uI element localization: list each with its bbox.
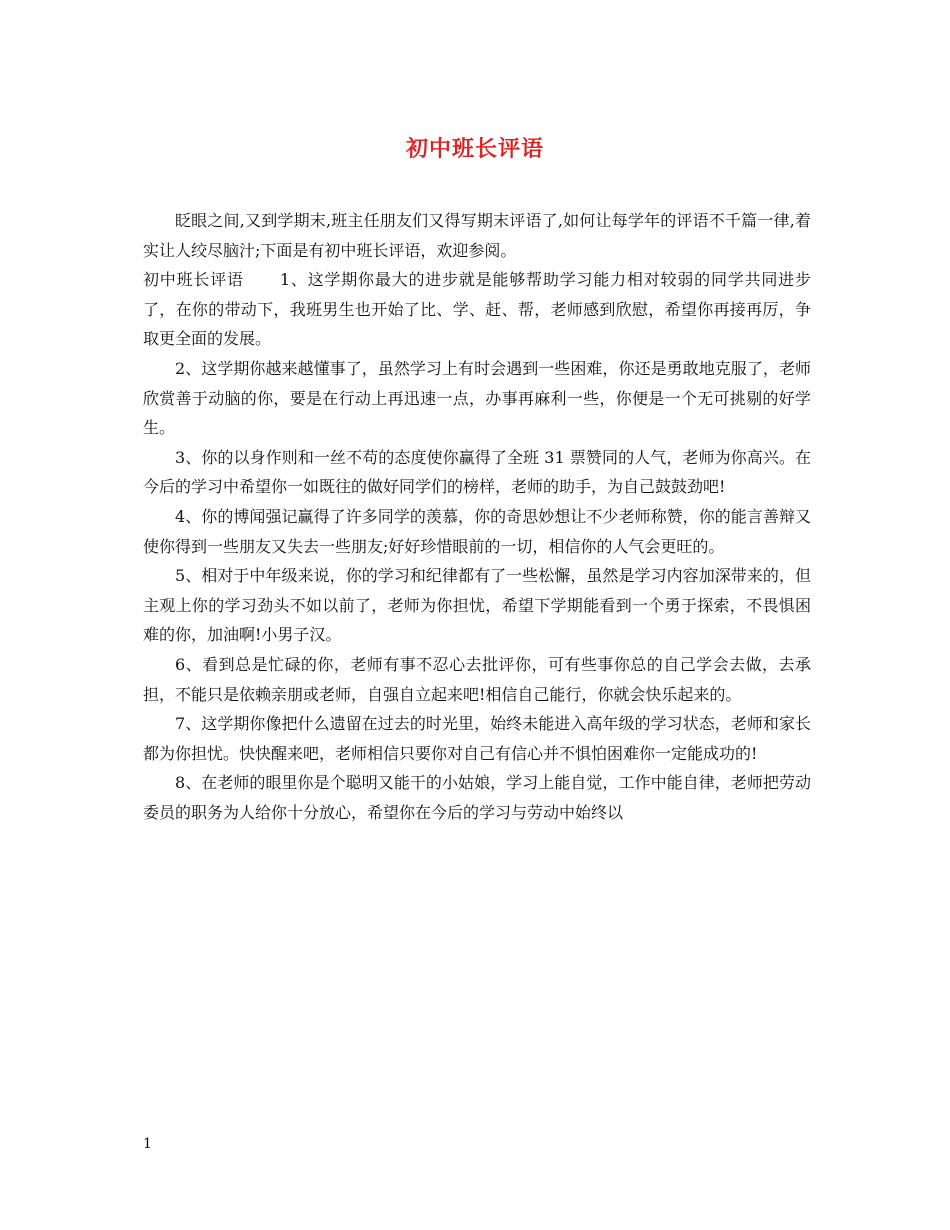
- comment-paragraph: 6、看到总是忙碌的你，老师有事不忍心去批评你，可有些事你总的自己学会去做，去承担，不能只是依赖亲朋或老师，自强自立起来吧!相信自己能行，你就会快乐起来的。: [143, 654, 811, 704]
- section-label: 初中班长评语: [143, 270, 244, 290]
- first-comment-paragraph: [143, 265, 811, 354]
- intro-paragraph: 眨眼之间,又到学期末,班主任朋友们又得写期末评语了,如何让每学年的评语不千篇一律,着实让人绞尽脑汁;下面是有初中班长评语，欢迎参阅。: [143, 211, 811, 260]
- page-number: 1: [143, 1136, 152, 1152]
- document-body: [143, 206, 811, 827]
- comment-paragraph: 7、这学期你像把什么遗留在过去的时光里，始终未能进入高年级的学习状态，老师和家长都为你担忧。快快醒来吧，老师相信只要你对自己有信心并不惧怕困难你一定能成功的!: [143, 714, 811, 763]
- comment-paragraph: 8、在老师的眼里你是个聪明又能干的小姑娘，学习上能自觉，工作中能自律，老师把劳动委员的职务为人给你十分放心，希望你在今后的学习与劳动中始终以: [143, 773, 811, 822]
- comment-paragraph: 2、这学期你越来越懂事了，虽然学习上有时会遇到一些困难，你还是勇敢地克服了，老师欣赏善于动脑的你，要是在行动上再迅速一点，办事再麻利一些，你便是一个无可挑剔的好学生。: [143, 358, 811, 438]
- comment-paragraph: 3、你的以身作则和一丝不苟的态度使你赢得了全班 31 票赞同的人气，老师为你高兴。在今后的学习中希望你一如既往的做好同学们的榜样，老师的助手，为自己鼓鼓劲吧!: [143, 447, 811, 497]
- comment-paragraph: 5、相对于中年级来说，你的学习和纪律都有了一些松懈，虽然是学习内容加深带来的，但主观上你的学习劲头不如以前了，老师为你担忧，希望下学期能看到一个勇于探索，不畏惧困难的你，加油啊!小男子汉。: [143, 566, 811, 645]
- comment-text: 1、这学期你最大的进步就是能够帮助学习能力相对较弱的同学共同进步了，在你的带动下，我班男生也开始了比、学、赶、帮，老师感到欣慰，希望你再接再厉，争取更全面的发展。: [143, 270, 811, 349]
- comment-paragraph: 4、你的博闻强记赢得了许多同学的羡慕，你的奇思妙想让不少老师称赞，你的能言善辩又使你得到一些朋友又失去一些朋友;好好珍惜眼前的一切，相信你的人气会更旺的。: [143, 506, 811, 556]
- document-title: 初中班长评语: [405, 136, 544, 162]
